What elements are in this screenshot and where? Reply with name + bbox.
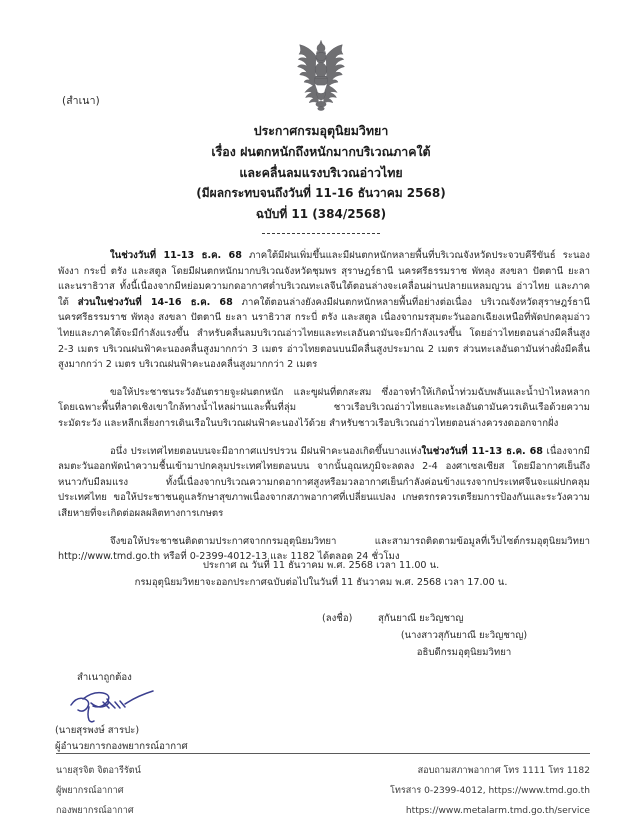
document-title-block <box>0 120 642 225</box>
signatory-full-name: (นางสาวสุกันยาณี ยะวิญชาญ) <box>400 630 528 641</box>
paragraph-warning: ขอให้ประชาชนระวังอันตรายจูะฝนตกหนัก และฃูฝนที่ตกสะสม ซึ่งอาจทำให้เกิดน้ำท่วมฉับพลันและน้ำป่าไหลหลาก โดยเฉพาะพื้นที่ลาดเชิงเขาใกล้ทางน้ำไหลผ่านและพื้นที่ลุ่ม ชาวเรือบริเวณอ่าวไทยและทะเลอันดามันควรเดินเรือด้วยความระมัดระวัง และหลีกเลี่ยงการเดินเรือในบริเวณฝนฟ้าคะนองไว้ด้วย สำหรับชาวเรือบริเวณอ่าวไทยตอนล่างควรงดออกจากฝั่ง <box>58 386 590 429</box>
copy-mark: (สำเนา) <box>62 95 100 107</box>
footer-phone-line: สอบถามสภาพอากาศ โทร 1111 โทร 1182 <box>417 766 590 776</box>
garuda-emblem-icon <box>284 38 358 116</box>
title-line-5-issue-number: ฉบับที่ 11 (384/2568) <box>255 207 387 221</box>
title-line-4-effective-dates: (มีผลกระทบจนถึงวันที่ 11-16 ธันวาคม 2568) <box>196 186 446 200</box>
signature-name: สุกันยาณี ยะวิญชาญ <box>378 613 464 624</box>
forecaster-title: ผู้พยากรณ์อากาศ <box>56 786 124 796</box>
paragraph-1-bold-dates-b: ส่วนในช่วงวันที่ 14-16 ธ.ค. 68 <box>77 296 233 308</box>
certified-copy-block <box>55 670 325 755</box>
paragraph-1-text-b: ภาคใต้ตอนล่างยังคงมีฝนตกหนักหลายพื้นที่อย่างต่อเนื่อง บริเวณจังหวัดสุราษฎร์ธานี นครศรีธรรมราช พัทลุง สงขลา ปัตตานี ยะลา นราธิวาส กระบี่ ตรัง และสตูล เนื่องจากมรสุมตะวันออกเฉียงเหนือที่พัดปกคลุมอ่าวไทยและภาคใต้จะมีกำลังแรงขึ้น สำหรับคลื่นลมบริเวณอ่าวไทยและทะเลอันดามันจะมีกำลังแรงขึ้น โดยอ่าวไทยตอนล่างมีคลื่นสูง 2-3 เมตร บริเวณฝนฟ้าคะนองคลื่นสูงมากกว่า 3 เมตร อ่าวไทยตอนบนมีคลื่นสูงประมาณ 2 เมตร ส่วนทะเลอันดามันห่างฝั่งมีคลื่นสูงมากกว่า 2 เมตร บริเวณฝนฟ้าคะนองคลื่นสูงมากกว่า 2 เมตร <box>58 296 591 371</box>
forecaster-name: นายสุรจิต จิตอารีรัตน์ <box>56 766 141 776</box>
signature-row <box>322 610 572 627</box>
paragraph-3-text-a: อนึ่ง ประเทศไทยตอนบนจะมีอากาศแปรปรวน มีฝนฟ้าคะนองเกิดขึ้นบางแห่ง <box>110 445 422 457</box>
paragraph-3-text-b: เนื่องจากมีลมตะวันออกพัดนำความชื้นเข้ามาปกคลุมประเทศไทยตอนบน จากนั้นอุณหภูมิจะลดลง 2-4 องศาเซลเซียส โดยมีอากาศเย็นถึงหนาวกับมีลมแรง ทั้งนี้เนื่องจากบริเวณความกดอากาศสูงหรือมวลอากาศเย็นกำลังค่อนข้างแรงจากประเทศจีนจะแผ่ปกคลุมประเทศไทย ขอให้ประชาชนดูแลรักษาสุขภาพเนื่องจากสภาพอากาศที่เปลี่ยนแปลง เกษตรกรควรเตรียมการป้องกันและระวังความเสียหายที่จะเกิดต่อผลผลิตทางการเกษตร <box>58 445 590 519</box>
paragraph-1-text-a: ภาคใต้มีฝนเพิ่มขึ้นและมีฝนตกหนักหลายพื้นที่บริเวณจังหวัดประจวบคีรีขันธ์ ระนอง พังงา กระบี่ ตรัง และสตูล โดยมีฝนตกหนักมากบริเวณจังหวัดชุมพร สุราษฎร์ธานี นครศรีธรรมราช พัทลุง สงขลา ปัตตานี ยะลา และนราธิวาส ทั้งนี้เนื่องจากมีหย่อมความกดอากาศต่ำบริเวณทะเลจีนใต้ตอนล่างจะเคลื่อนผ่านปลายแหลมญวน อ่าวไทย และภาคใต้ <box>58 250 590 308</box>
signatory-position: อธิบดีกรมอุตุนิยมวิทยา <box>416 647 512 658</box>
title-line-2: เรื่อง ฝนตกหนักถึงหนักมากบริเวณภาคใต้ <box>211 144 431 159</box>
footer-service-url: https://www.metalarm.tmd.go.th/service <box>405 806 590 816</box>
certifier-position: ผู้อำนวยการกองพยากรณ์อากาศ <box>55 741 188 752</box>
paragraph-3-bold-dates: ในช่วงวันที่ 11-13 ธ.ค. 68 <box>421 445 543 457</box>
announced-on-line: ประกาศ ณ วันที่ 11 ธันวาคม พ.ศ. 2568 เวลา 11.00 น. <box>202 560 440 571</box>
signature-block-director <box>322 610 572 661</box>
title-line-3: และคลื่นลมแรงบริเวณอ่าวไทย <box>239 165 403 180</box>
paragraph-upper-thailand <box>58 444 590 522</box>
footer-left-column <box>56 761 141 821</box>
signed-label: (ลงชื่อ) <box>322 613 353 624</box>
paragraph-forecast <box>58 248 590 373</box>
document-body <box>58 248 590 577</box>
paragraph-1-bold-dates-a: ในช่วงวันที่ 11-13 ธ.ค. 68 <box>110 250 242 261</box>
footer-divider <box>56 753 590 754</box>
handwritten-signature-icon <box>67 687 187 723</box>
paragraph-contact-info: จึงขอให้ประชาชนติดตามประกาศจากกรมอุตุนิยมวิทยา และสามารถติดตามข้อมูลที่เว็บไซต์กรมอุตุนิยมวิทยา http://www.tmd.go.th หรือที่ 0-2399-4012-13 และ 1182 ได้ตลอด 24 ชั่วโมง <box>58 535 590 563</box>
next-announcement-line: กรมอุตุนิยมวิทยาจะออกประกาศฉบับต่อไปในวันที่ 11 ธันวาคม พ.ศ. 2568 เวลา 17.00 น. <box>134 577 508 588</box>
announcement-dates <box>0 557 642 591</box>
footer <box>56 761 590 821</box>
footer-right-column <box>390 761 590 821</box>
certifier-name: (นายสุรพงษ์ สารปะ) <box>55 725 140 736</box>
certified-copy-label: สำเนาถูกต้อง <box>77 672 132 683</box>
title-line-1: ประกาศกรมอุตุนิยมวิทยา <box>253 123 389 138</box>
header-divider <box>262 233 380 235</box>
footer-fax-website-line: โทรสาร 0-2399-4012, https://www.tmd.go.th <box>389 786 590 796</box>
forecaster-division: กองพยากรณ์อากาศ <box>56 806 134 816</box>
